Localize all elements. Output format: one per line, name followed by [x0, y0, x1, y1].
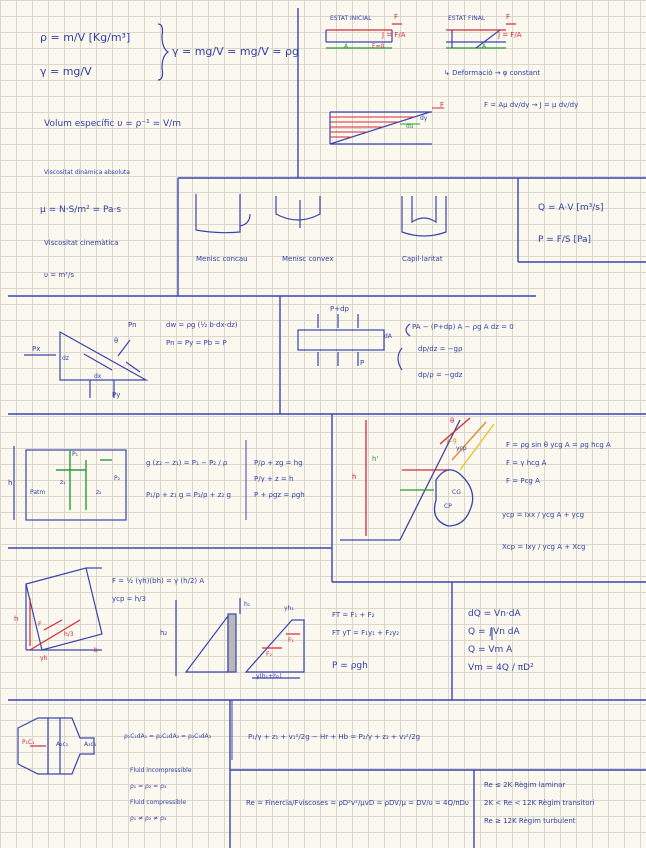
px-label: Px — [32, 345, 41, 353]
hydrostatic-eq-3: P/ρ + zg = hg — [254, 459, 303, 467]
triangular-load-force: F = ½ (γh)(bh) = γ (h/2) A — [112, 577, 205, 585]
hydrostatic-force-pressure: F = Pcg A — [506, 477, 540, 485]
force-label: F — [394, 13, 399, 21]
gamma-sum-label: γ(h₁+h₂) — [256, 673, 282, 680]
center-pressure-h3: ycp = h/3 — [112, 595, 146, 603]
mean-velocity-flow-eq: Q = Vm A — [468, 645, 513, 655]
area-label: dA — [384, 333, 392, 340]
incompressible-density: ρ₁ = ρ₂ = ρ₃ — [130, 783, 167, 790]
kinematic-viscosity-title: Viscositat cinemàtica — [44, 239, 119, 247]
top-pressure-label: P+dp — [330, 305, 349, 313]
dz-label: dz — [62, 355, 69, 362]
hydrostatic-force-gamma: F = γ hcg A — [506, 459, 547, 467]
compressible-density: ρ₁ ≠ ρ₂ ≠ ρ₃ — [130, 815, 167, 822]
weight-element-formula: dw = ρg (½ b·dx·dz) — [166, 321, 238, 329]
pressure-depth-eq: P = ρgh — [332, 661, 368, 671]
hydrostatic-eq-4: P/γ + z = h — [254, 475, 294, 483]
pressure-gradient-eq: dp/dz = −gρ — [418, 345, 463, 353]
final-state-title: ESTAT FINAL — [448, 15, 486, 22]
area-label: A — [344, 43, 349, 50]
cp-label: CP — [444, 503, 452, 510]
integral-flow-eq: Q = ∫Vn dA — [468, 627, 520, 637]
height-label: h — [8, 479, 13, 487]
turbulent-regime: Re ≥ 12K Règim turbulent — [484, 817, 576, 825]
specific-volume-formula: Volum específic υ = ρ⁻¹ = V/m — [44, 119, 181, 129]
center-pressure-x: Xcp = Ixy / ycg A + Xcg — [502, 543, 586, 551]
h2-label: h₂ — [160, 629, 168, 637]
theta-label: θ — [114, 337, 119, 345]
hydrostatic-eq-5: P + ρgz = ρgh — [254, 491, 305, 499]
capillarity-label: Capil·laritat — [402, 255, 443, 263]
continuity-eq: ρ₁C₁dA₁ = ρ₂C₂dA₂ = ρ₃C₃dA₃ — [124, 733, 212, 740]
density-formula: ρ = m/V [Kg/m³] — [40, 31, 131, 44]
gamma-h-label: γh — [40, 655, 48, 662]
zero-force-label: F=0 — [372, 43, 385, 50]
submerged-surface — [435, 470, 473, 526]
incompressible-title: Fluid incompressible — [130, 767, 192, 774]
transitional-regime: 2K < Re < 12K Règim transitori — [484, 799, 595, 807]
height-label: h — [14, 615, 19, 623]
area-label: A — [482, 43, 487, 50]
ycg-label: ycg — [446, 437, 457, 444]
ycp-label: ycp — [456, 445, 467, 452]
dynamic-viscosity-title: Viscositat dinàmica absoluta — [44, 169, 130, 176]
initial-state-title: ESTAT INICIAL — [330, 15, 372, 22]
mean-velocity-eq: Vm = 4Q / πD² — [468, 663, 534, 673]
moment-balance-eq: FT yT = F₁y₁ + F₂y₂ — [332, 629, 400, 637]
p2-label: P₂ — [114, 475, 121, 482]
z1-label: z₁ — [60, 479, 66, 486]
kinematic-viscosity-units: υ = m²/s — [44, 271, 74, 279]
specific-weight-formula: γ = mg/V — [40, 65, 92, 78]
differential-flow-eq: dQ = Vn·dA — [468, 609, 521, 619]
center-pressure-y: ycp = Ixx / ycg A + ycg — [502, 511, 585, 519]
z2-label: z₂ — [96, 489, 102, 496]
flow-rate-formula: Q = A·V [m³/s] — [538, 203, 604, 213]
h1-label: h₁ — [244, 601, 251, 608]
gamma-h1-label: γh₁ — [284, 605, 294, 612]
h-third-label: h/3 — [64, 631, 74, 638]
hydrostatic-eq-2: P₁/ρ + z₁ g = P₂/ρ + z₂ g — [146, 491, 231, 499]
reynolds-eq: Re = Finercia/Fviscoses = ρD²v²/μvD = ρDV/μ = DV/υ = 4Q/πDυ — [246, 799, 469, 807]
pressure-density-eq: dp/ρ = −gdz — [418, 371, 463, 379]
shear-stress-initial: J = F/A — [382, 31, 406, 39]
force-label: F — [506, 13, 511, 21]
dy-label: dy — [420, 115, 428, 122]
force-label: F — [440, 101, 445, 109]
p1-label: P₁ — [72, 451, 79, 458]
laminar-regime: Re ≤ 2K Règim laminar — [484, 781, 566, 789]
hydrostatic-force-eq: F = ρg sin θ ycg A = ρg hcg A — [506, 441, 611, 449]
f1-label: F₁ — [288, 637, 294, 644]
dx-label: dx — [94, 373, 102, 380]
depth-cg-label: h' — [372, 455, 379, 463]
force-balance-eq: PA − (P+dp) A − ρg A dz = 0 — [412, 323, 514, 331]
cg-label: CG — [452, 489, 461, 496]
deformation-note: ↳ Deformació → φ constant — [444, 69, 541, 77]
specific-weight-derivation: γ = mg/V = mg/V = ρg — [172, 45, 299, 58]
force-label: F — [38, 621, 42, 628]
depth-label: h — [352, 473, 357, 481]
section3-label: A₃c₃ — [84, 741, 97, 748]
f2-label: F₂ — [266, 651, 272, 658]
hydrostatic-eq-1: g (z₂ − z₁) = P₁ − P₂ / ρ — [146, 459, 228, 467]
bottom-pressure-label: P — [360, 359, 365, 367]
pn-label: Pn — [128, 321, 137, 329]
compressible-title: Fluid compressible — [130, 799, 187, 806]
atmospheric-pressure-label: Patm — [30, 489, 46, 496]
theta-label: θ — [450, 417, 455, 425]
shear-stress-final: J = F/A — [498, 31, 522, 39]
pressure-formula: P = F/S [Pa] — [538, 235, 592, 245]
section1-label: P₁C₁ — [22, 739, 35, 746]
concave-meniscus-label: Menisc concau — [196, 255, 248, 263]
pascal-principle: Pn = Py = Pb = P — [166, 339, 227, 347]
section2-label: A₂c₂ — [56, 741, 69, 748]
total-force-eq: FT = F₁ + F₂ — [332, 611, 375, 619]
du-label: du — [406, 123, 414, 130]
brace-icon — [158, 24, 168, 80]
convex-meniscus-label: Menisc convex — [282, 255, 334, 263]
fluid-element-triangle — [24, 332, 146, 398]
bernoulli-eq: P₁/γ + z₁ + v₁²/2g − Hr + Hb = P₂/γ + z₂ + v₂²/2g — [248, 733, 421, 741]
dynamic-viscosity-units: μ = N·S/m² = Pa·s — [40, 205, 122, 215]
menisci — [196, 194, 446, 236]
newton-viscosity-law: F = Aμ dv/dy → J = μ dv/dy — [484, 101, 579, 109]
fluid-element-cube — [298, 314, 410, 370]
width-label: b — [94, 647, 98, 654]
py-label: Py — [112, 391, 121, 399]
